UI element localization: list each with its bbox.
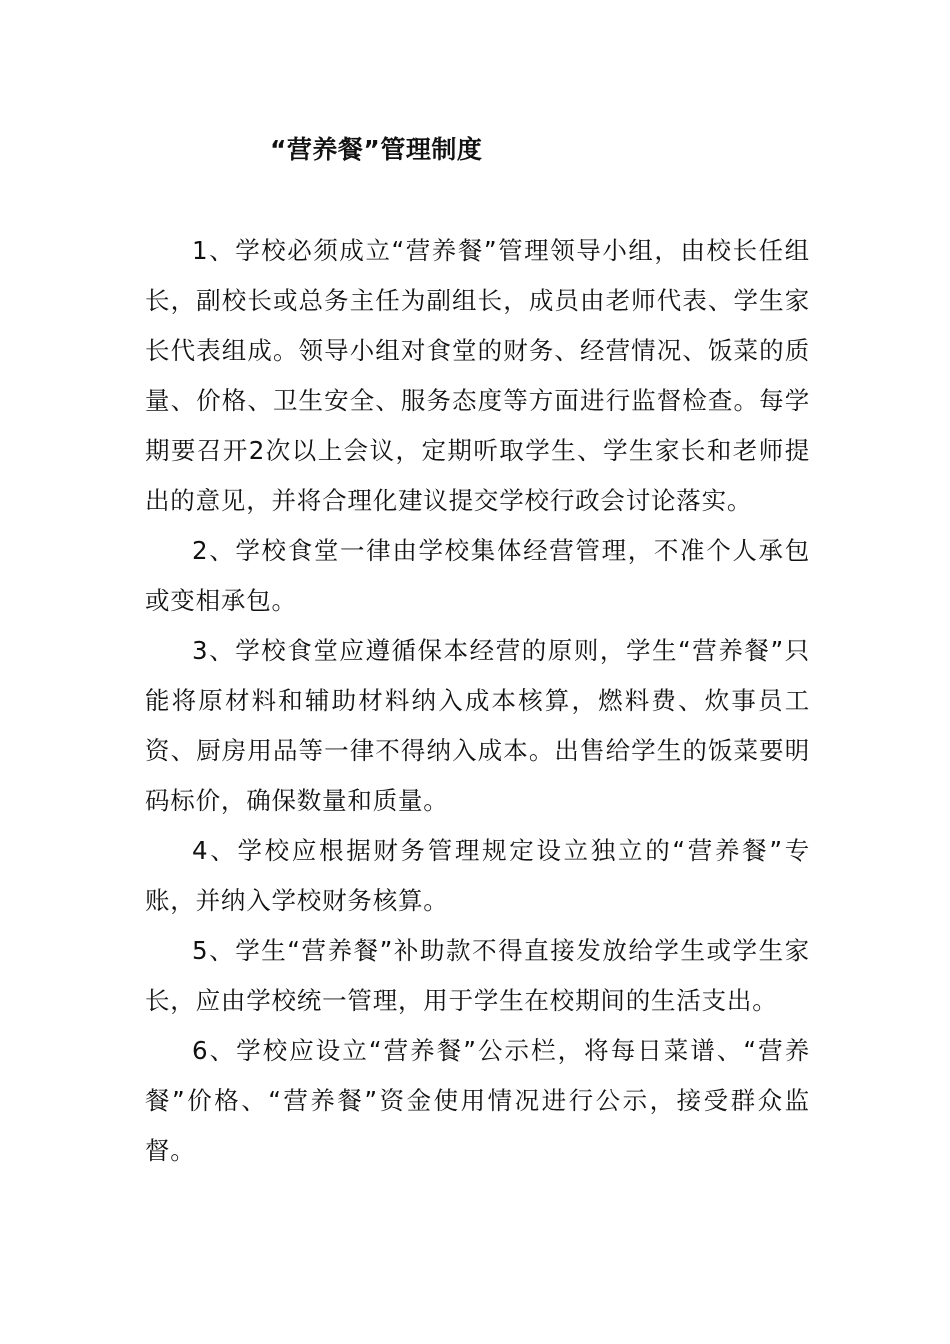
paragraph-6: 6、学校应设立“营养餐”公示栏，将每日菜谱、“营养餐”价格、“营养餐”资金使用情况进行公示，接受群众监督。 bbox=[145, 1036, 810, 1165]
document-title: “营养餐”管理制度 bbox=[270, 135, 483, 164]
document-body bbox=[145, 226, 810, 1176]
paragraph-5: 5、学生“营养餐”补助款不得直接发放给学生或学生家长，应由学校统一管理，用于学生在校期间的生活支出。 bbox=[145, 936, 810, 1015]
paragraph-3: 3、学校食堂应遵循保本经营的原则，学生“营养餐”只能将原材料和辅助材料纳入成本核算，燃料费、炊事员工资、厨房用品等一律不得纳入成本。出售给学生的饭菜要明码标价，确保数量和质量。 bbox=[145, 636, 810, 815]
paragraph-4: 4、学校应根据财务管理规定设立独立的“营养餐”专账，并纳入学校财务核算。 bbox=[145, 836, 810, 915]
paragraph-1: 1、学校必须成立“营养餐”管理领导小组，由校长任组长，副校长或总务主任为副组长，成员由老师代表、学生家长代表组成。领导小组对食堂的财务、经营情况、饭菜的质量、价格、卫生安全、服务态度等方面进行监督检查。每学期要召开2次以上会议，定期听取学生、学生家长和老师提出的意见，并将合理化建议提交学校行政会讨论落实。 bbox=[145, 236, 810, 515]
paragraph-2: 2、学校食堂一律由学校集体经营管理，不准个人承包或变相承包。 bbox=[145, 536, 810, 615]
